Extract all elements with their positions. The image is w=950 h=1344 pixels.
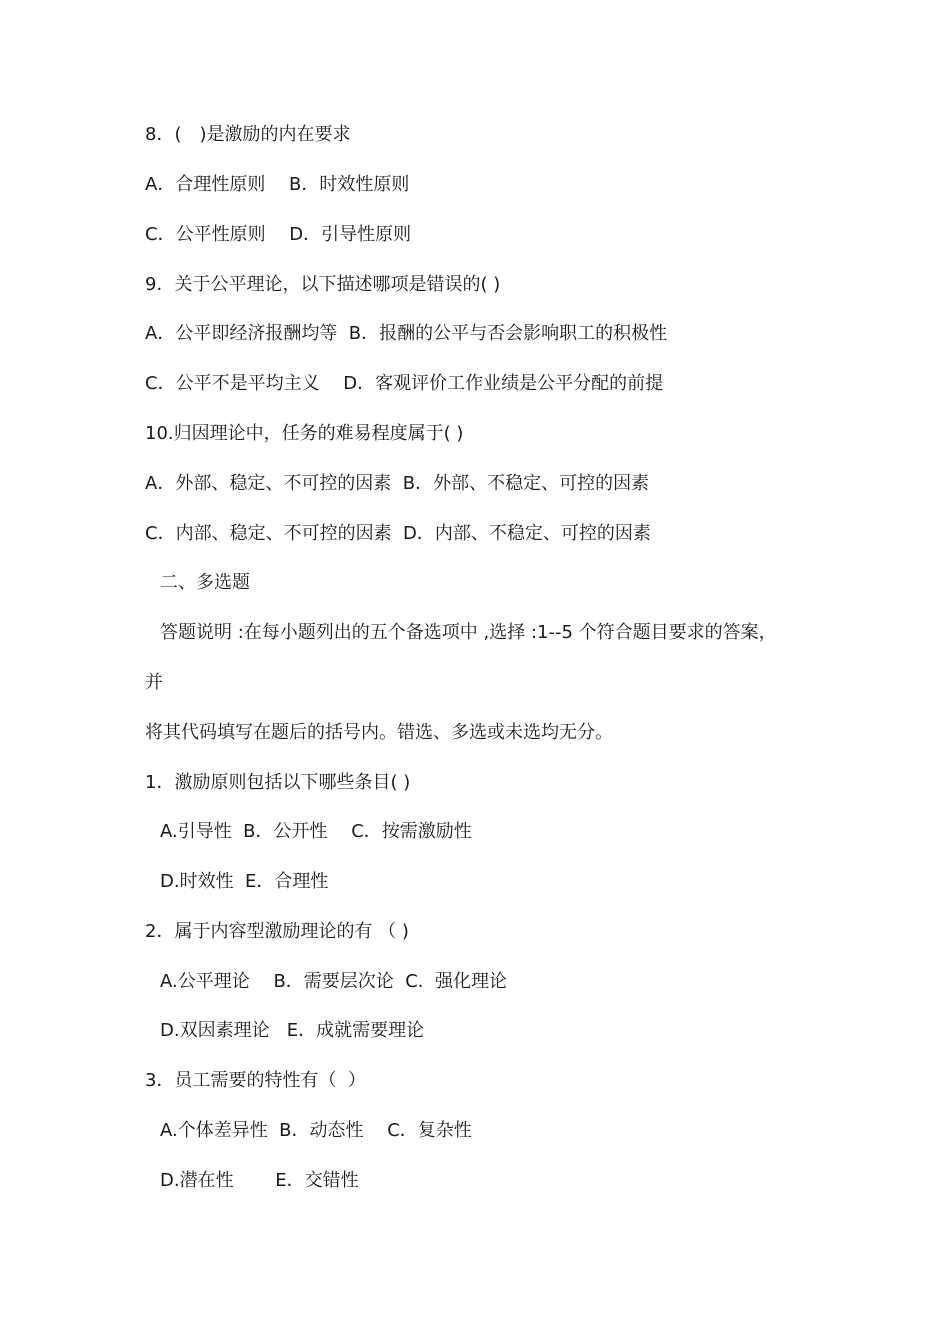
- mc-question-2-options-de: D.双因素理论 E．成就需要理论: [160, 1020, 425, 1041]
- mc-question-2: 2．属于内容型激励理论的有 （ ): [145, 921, 409, 942]
- question-9-options-cd: C．公平不是平均主义 D．客观评价工作业绩是公平分配的前提: [145, 373, 664, 394]
- mc-question-1-options-de: D.时效性 E．合理性: [160, 871, 329, 892]
- instructions-line-2: 并: [145, 672, 163, 693]
- instructions-line-3: 将其代码填写在题后的括号内。错选、多选或未选均无分。: [145, 722, 613, 743]
- mc-question-1: 1．激励原则包括以下哪些条目( ): [145, 772, 411, 793]
- question-8-options-cd: C．公平性原则 D．引导性原则: [145, 224, 412, 245]
- question-9-options-ab: A．公平即经济报酬均等 B．报酬的公平与否会影响职工的积极性: [145, 323, 668, 344]
- question-8-options-ab: A．合理性原则 B．时效性原则: [145, 174, 410, 195]
- mc-question-1-options-abc: A.引导性 B．公开性 C．按需激励性: [160, 821, 472, 842]
- mc-question-2-options-abc: A.公平理论 B．需要层次论 C. 强化理论: [160, 971, 507, 992]
- question-10: 10.归因理论中，任务的难易程度属于( ): [145, 423, 464, 444]
- question-10-options-cd: C．内部、稳定、不可控的因素 D．内部、不稳定、可控的因素: [145, 523, 651, 544]
- question-10-options-ab: A．外部、稳定、不可控的因素 B．外部、不稳定、可控的因素: [145, 473, 650, 494]
- question-8: 8．( )是激励的内在要求: [145, 124, 351, 145]
- mc-question-3-options-de: D.潜在性 E．交错性: [160, 1170, 359, 1191]
- mc-question-3-options-abc: A.个体差异性 B．动态性 C．复杂性: [160, 1120, 472, 1141]
- mc-question-3: 3．员工需要的特性有（ ）: [145, 1070, 366, 1091]
- question-9: 9．关于公平理论，以下描述哪项是错误的( ): [145, 274, 501, 295]
- instructions-line-1: 答题说明 :在每小题列出的五个备选项中 ,选择 :1--5 个符合题目要求的答案，: [160, 622, 777, 643]
- section-heading-multiple-choice: 二、多选题: [160, 572, 250, 593]
